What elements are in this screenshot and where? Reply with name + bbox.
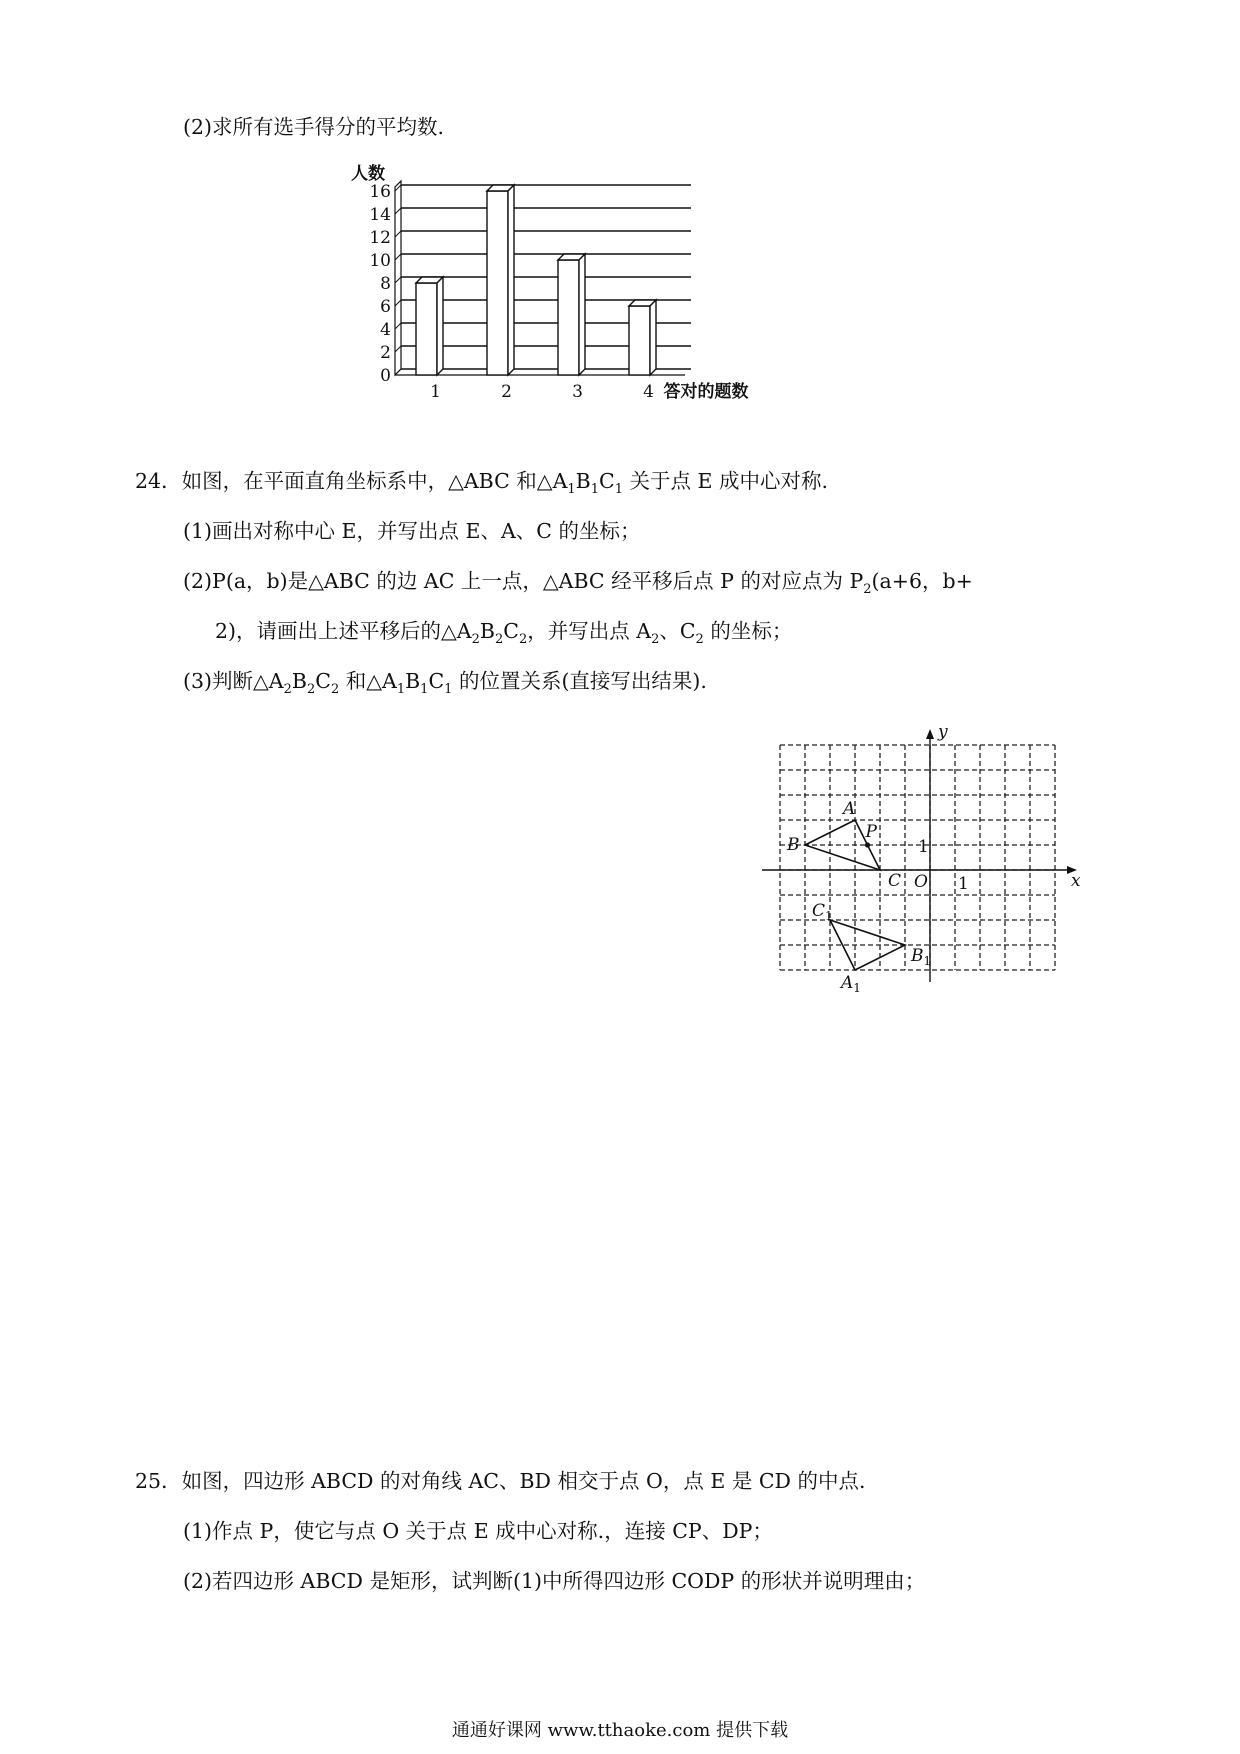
x-tick-label: 4 <box>643 382 654 402</box>
bar-front <box>629 306 650 375</box>
q24-stem <box>135 467 828 504</box>
text-segment: 1 <box>567 482 576 498</box>
bar-side <box>650 300 656 375</box>
y-tick-label: 2 <box>380 343 391 363</box>
text-segment: 1 <box>444 682 453 698</box>
text-segment: B <box>479 619 495 643</box>
text-segment: (1)作点 P，使它与点 O 关于点 E 成中心对称.，连接 CP、DP； <box>183 1519 773 1543</box>
text-segment: B <box>291 669 307 693</box>
bar-chart <box>351 164 840 450</box>
point-label-c1: $C_1$ <box>812 901 833 923</box>
text-segment: 2 <box>518 632 528 648</box>
origin-label: O <box>914 872 928 892</box>
text-segment: C <box>599 469 615 493</box>
text-segment: (3)判断△A <box>183 669 284 693</box>
text-segment: 2)，请画出上述平移后的△A <box>215 619 472 643</box>
text-segment: 2 <box>863 582 872 598</box>
point-label-subscript: 1 <box>825 909 833 923</box>
y-tick-label: 4 <box>380 320 391 340</box>
bar-front <box>487 191 508 375</box>
text-segment: ，并写出点 A <box>527 619 652 643</box>
x-axis-label: 答对的题数 <box>663 382 749 402</box>
q24-part2-line2 <box>215 617 792 654</box>
bar-side <box>508 185 514 375</box>
y-tick-label: 14 <box>369 205 391 225</box>
x-tick-label: 2 <box>501 382 512 402</box>
point-label-a1: $A_1$ <box>841 973 861 995</box>
q25-part1 <box>183 1517 773 1545</box>
text-segment: 、C <box>659 619 696 643</box>
x-unit-label: 1 <box>958 874 969 894</box>
y-tick-label: 16 <box>369 182 391 202</box>
text-segment: 25．如图，四边形 ABCD 的对角线 AC、BD 相交于点 O，点 E 是 CD 的中点. <box>135 1469 866 1493</box>
text-segment: (2)P(a，b)是△ABC 的边 AC 上一点，△ABC 经平移后点 P 的对应点为 P <box>183 569 864 593</box>
point-label-a: A <box>843 799 856 819</box>
text-segment: 的坐标； <box>703 619 793 643</box>
y-axis-label: y <box>938 722 948 742</box>
text-segment: 2 <box>695 632 704 648</box>
text-segment: C <box>428 669 445 693</box>
text-segment: 2 <box>471 632 480 648</box>
x-tick-label: 3 <box>572 382 583 402</box>
bar-side <box>437 277 443 375</box>
text-segment: (2)若四边形 ABCD 是矩形，试判断(1)中所得四边形 CODP 的形状并说明理由； <box>183 1569 926 1593</box>
text-segment: 2 <box>651 632 660 648</box>
text-segment: B <box>575 469 591 493</box>
point-label-subscript: 1 <box>923 954 932 968</box>
text-segment: (a+6，b+ <box>871 569 973 593</box>
y-unit-label: 1 <box>918 837 929 857</box>
q23-part2: (2)求所有选手得分的平均数. <box>183 115 445 139</box>
point-label-b1: $B_1$ <box>911 946 932 968</box>
text-segment: 24．如图，在平面直角坐标系中，△ABC 和△A <box>135 469 568 493</box>
y-tick-label: 12 <box>369 228 391 248</box>
y-tick-label: 0 <box>380 366 391 386</box>
text-segment: B <box>405 669 421 693</box>
q25-stem <box>135 1467 866 1495</box>
point-label-p: P <box>865 822 877 842</box>
text-segment: 2 <box>494 632 504 648</box>
text-segment: 1 <box>396 682 406 698</box>
q24-part3 <box>183 667 707 704</box>
text-segment: 1 <box>420 682 429 698</box>
text-segment: 2 <box>283 682 292 698</box>
text-segment: 1 <box>590 482 600 498</box>
point-p-dot <box>865 842 870 847</box>
bar-front <box>558 260 579 375</box>
point-label-b: B <box>787 835 800 855</box>
text-segment: (1)画出对称中心 E，并写出点 E、A、C 的坐标； <box>183 519 641 543</box>
q24-part1 <box>183 517 641 545</box>
y-tick-label: 8 <box>380 274 391 294</box>
bar-front <box>416 283 437 375</box>
footer-source: 通通好课网 www.tthaoke.com 提供下载 <box>451 1720 789 1741</box>
text-segment: C <box>315 669 331 693</box>
x-tick-label: 1 <box>430 382 441 402</box>
q25-part2 <box>183 1567 925 1595</box>
y-axis-arrow <box>926 729 934 739</box>
x-axis-label: x <box>1071 871 1081 891</box>
text-segment: C <box>503 619 519 643</box>
text-segment: 和△A <box>339 669 397 693</box>
text-segment: 2 <box>330 682 340 698</box>
q24-part2-line1 <box>183 567 973 604</box>
bar-side <box>579 254 585 375</box>
y-tick-label: 6 <box>380 297 391 317</box>
y-tick-label: 10 <box>369 251 391 271</box>
point-label-subscript: 1 <box>853 981 861 995</box>
text-segment: 1 <box>614 482 623 498</box>
coordinate-grid-figure <box>760 722 1130 1058</box>
point-label-c: C <box>888 871 902 891</box>
text-segment: 2 <box>306 682 316 698</box>
text-segment: 的位置关系(直接写出结果). <box>452 669 707 693</box>
text-segment: 关于点 E 成中心对称. <box>622 469 829 493</box>
y-axis-label: 人数 <box>351 164 385 184</box>
